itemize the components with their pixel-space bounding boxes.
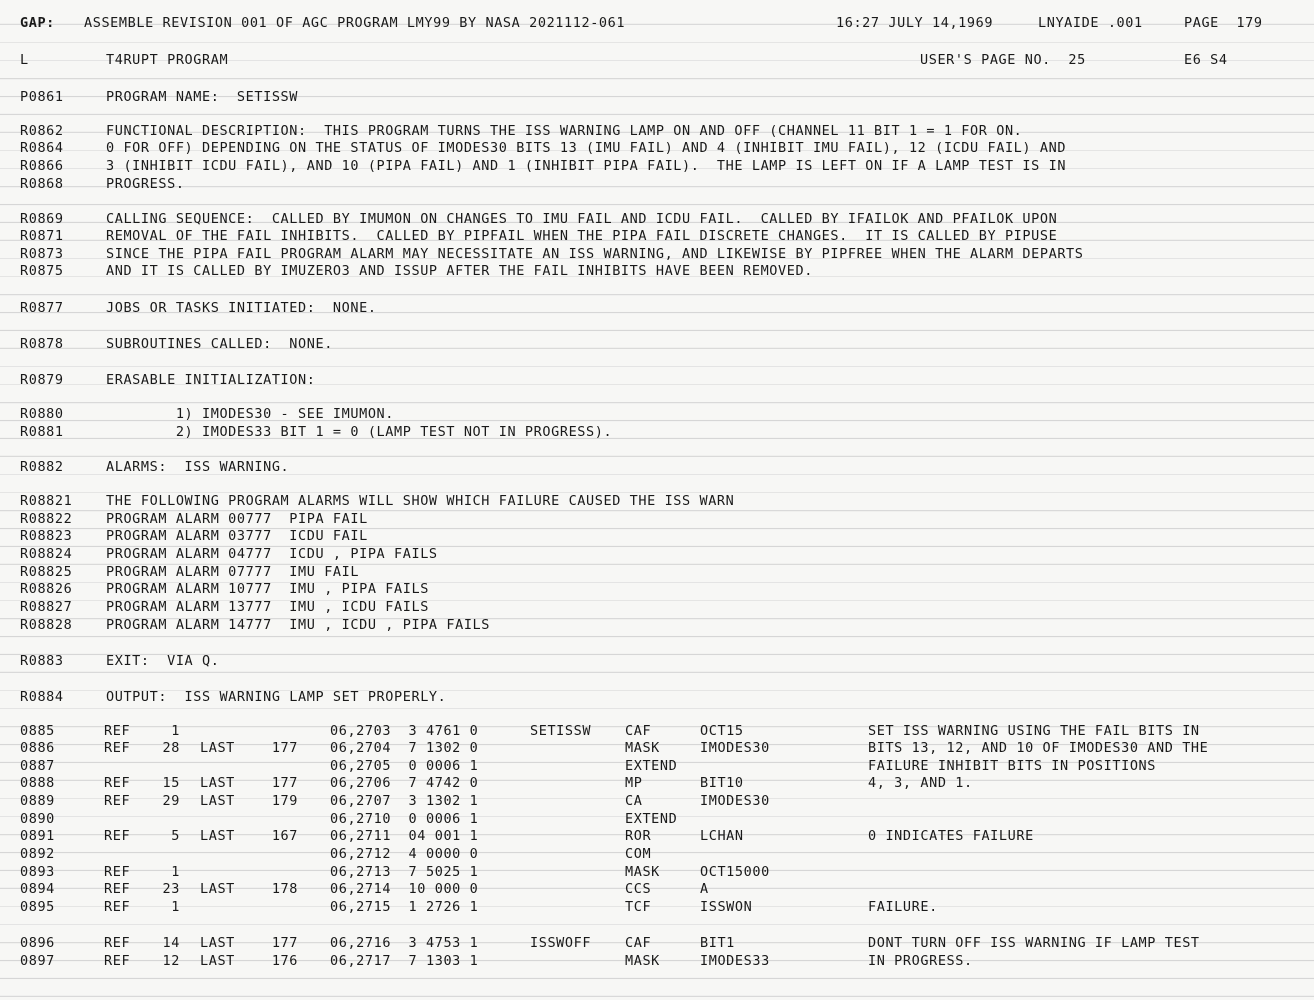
header-gap-label: GAP:	[20, 15, 55, 31]
opcode: CAF	[625, 935, 652, 951]
remark-text: CALLING SEQUENCE: CALLED BY IMUMON ON CHANGES TO IMU FAIL AND ICDU FAIL. CALLED BY IFAILOK AND PFAILOK UPON	[106, 211, 1058, 227]
remark-text: PROGRESS.	[106, 176, 185, 192]
line-number: R0884	[20, 689, 64, 705]
last-label: LAST	[200, 793, 235, 809]
remark-text: 0 FOR OFF) DEPENDING ON THE STATUS OF IMODES30 BITS 13 (IMU FAIL) AND 4 (INHIBIT IMU FAIL), 12 (ICDU FAIL) AND	[106, 140, 1067, 156]
address-code: 06,2710 0 0006 1	[330, 811, 479, 827]
operand: OCT15000	[700, 864, 770, 880]
line-number: R0882	[20, 459, 64, 475]
line-number: R08827	[20, 599, 73, 615]
line-number: R0873	[20, 246, 64, 262]
remark-text: 2) IMODES33 BIT 1 = 0 (LAMP TEST NOT IN PROGRESS).	[106, 424, 613, 440]
comment: SET ISS WARNING USING THE FAIL BITS IN	[868, 723, 1200, 739]
remark-text: ERASABLE INITIALIZATION:	[106, 372, 316, 388]
address-code: 06,2707 3 1302 1	[330, 793, 479, 809]
last-page: 177	[271, 740, 298, 756]
line-number: 0890	[20, 811, 55, 827]
line-number: 0889	[20, 793, 55, 809]
line-number: R0871	[20, 228, 64, 244]
operand: ISSWON	[700, 899, 753, 915]
remark-text: PROGRAM ALARM 00777 PIPA FAIL	[106, 511, 368, 527]
remark-text: JOBS OR TASKS INITIATED: NONE.	[106, 300, 377, 316]
address-code: 06,2705 0 0006 1	[330, 758, 479, 774]
last-page: 176	[271, 953, 298, 969]
ref-label: REF	[104, 723, 131, 739]
ref-label: REF	[104, 899, 131, 915]
header-users-page: USER'S PAGE NO. 25	[920, 52, 1086, 68]
line-number: R0866	[20, 158, 64, 174]
line-number: R0877	[20, 300, 64, 316]
ref-label: REF	[104, 828, 131, 844]
comment: BITS 13, 12, AND 10 OF IMODES30 AND THE	[868, 740, 1209, 756]
ref-count: 23	[162, 881, 180, 897]
opcode: CA	[625, 793, 643, 809]
operand: BIT1	[700, 935, 735, 951]
opcode: TCF	[625, 899, 652, 915]
line-number: 0893	[20, 864, 55, 880]
line-number: R08823	[20, 528, 73, 544]
remark-text: 3 (INHIBIT ICDU FAIL), AND 10 (PIPA FAIL) AND 1 (INHIBIT PIPA FAIL). THE LAMP IS LEFT ON IF A LAMP TEST IS IN	[106, 158, 1067, 174]
opcode: MASK	[625, 740, 660, 756]
line-number: 0887	[20, 758, 55, 774]
opcode: MP	[625, 775, 643, 791]
symbol-label: SETISSW	[530, 723, 592, 739]
header-timestamp: 16:27 JULY 14,1969	[836, 15, 994, 31]
remark-text: PROGRAM ALARM 04777 ICDU , PIPA FAILS	[106, 546, 438, 562]
comment: 4, 3, AND 1.	[868, 775, 973, 791]
line-number: R08821	[20, 493, 73, 509]
last-label: LAST	[200, 881, 235, 897]
ref-count: 29	[162, 793, 180, 809]
remark-text: PROGRAM ALARM 14777 IMU , ICDU , PIPA FAILS	[106, 617, 491, 633]
opcode: EXTEND	[625, 811, 678, 827]
remark-text: FUNCTIONAL DESCRIPTION: THIS PROGRAM TURNS THE ISS WARNING LAMP ON AND OFF (CHANNEL 11 BIT 1 = 1 FOR ON.	[106, 123, 1023, 139]
line-number: P0861	[20, 89, 64, 105]
line-number: 0888	[20, 775, 55, 791]
line-number: R08824	[20, 546, 73, 562]
address-code: 06,2716 3 4753 1	[330, 935, 479, 951]
ref-count: 1	[171, 864, 180, 880]
opcode: CAF	[625, 723, 652, 739]
opcode: CCS	[625, 881, 652, 897]
operand: A	[700, 881, 709, 897]
ref-count: 5	[171, 828, 180, 844]
address-code: 06,2717 7 1303 1	[330, 953, 479, 969]
comment: FAILURE.	[868, 899, 938, 915]
comment: IN PROGRESS.	[868, 953, 973, 969]
last-page: 179	[271, 793, 298, 809]
opcode: ROR	[625, 828, 652, 844]
opcode: COM	[625, 846, 652, 862]
line-number: R08828	[20, 617, 73, 633]
remark-text: 1) IMODES30 - SEE IMUMON.	[106, 406, 395, 422]
comment: FAILURE INHIBIT BITS IN POSITIONS	[868, 758, 1157, 774]
ref-count: 12	[162, 953, 180, 969]
remark-text: EXIT: VIA Q.	[106, 653, 220, 669]
remark-text: PROGRAM ALARM 13777 IMU , ICDU FAILS	[106, 599, 429, 615]
ref-label: REF	[104, 740, 131, 756]
last-page: 178	[271, 881, 298, 897]
remark-text: SUBROUTINES CALLED: NONE.	[106, 336, 333, 352]
line-number: R0868	[20, 176, 64, 192]
last-label: LAST	[200, 740, 235, 756]
remark-text: SINCE THE PIPA FAIL PROGRAM ALARM MAY NECESSITATE AN ISS WARNING, AND LIKEWISE BY PIPFREE WHEN THE ALARM DEPARTS	[106, 246, 1084, 262]
ref-label: REF	[104, 775, 131, 791]
ref-count: 1	[171, 723, 180, 739]
last-page: 177	[271, 935, 298, 951]
header-page-number: PAGE 179	[1184, 15, 1263, 31]
comment: DONT TURN OFF ISS WARNING IF LAMP TEST	[868, 935, 1200, 951]
line-number: R08825	[20, 564, 73, 580]
remark-text: PROGRAM ALARM 07777 IMU FAIL	[106, 564, 360, 580]
opcode: MASK	[625, 864, 660, 880]
line-number: R0862	[20, 123, 64, 139]
address-code: 06,2706 7 4742 0	[330, 775, 479, 791]
opcode: EXTEND	[625, 758, 678, 774]
operand: BIT10	[700, 775, 744, 791]
last-label: LAST	[200, 775, 235, 791]
last-label: LAST	[200, 953, 235, 969]
line-number: R08822	[20, 511, 73, 527]
address-code: 06,2703 3 4761 0	[330, 723, 479, 739]
operand: IMODES30	[700, 793, 770, 809]
ref-count: 14	[162, 935, 180, 951]
comment: 0 INDICATES FAILURE	[868, 828, 1034, 844]
operand: OCT15	[700, 723, 744, 739]
address-code: 06,2715 1 2726 1	[330, 899, 479, 915]
remark-text: AND IT IS CALLED BY IMUZERO3 AND ISSUP AFTER THE FAIL INHIBITS HAVE BEEN REMOVED.	[106, 263, 813, 279]
ref-count: 1	[171, 899, 180, 915]
remark-text: REMOVAL OF THE FAIL INHIBITS. CALLED BY PIPFAIL WHEN THE PIPA FAIL DISCRETE CHANGES. IT IS CALLED BY PIPUSE	[106, 228, 1058, 244]
header-assembly-title: ASSEMBLE REVISION 001 OF AGC PROGRAM LMY99 BY NASA 2021112-061	[84, 15, 626, 31]
remark-text: OUTPUT: ISS WARNING LAMP SET PROPERLY.	[106, 689, 447, 705]
address-code: 06,2714 10 000 0	[330, 881, 479, 897]
ref-label: REF	[104, 953, 131, 969]
operand: IMODES30	[700, 740, 770, 756]
line-number: 0897	[20, 953, 55, 969]
line-number: 0896	[20, 935, 55, 951]
line-number: R0875	[20, 263, 64, 279]
remark-text: PROGRAM ALARM 10777 IMU , PIPA FAILS	[106, 581, 429, 597]
opcode: MASK	[625, 953, 660, 969]
line-number: R0864	[20, 140, 64, 156]
line-number: 0894	[20, 881, 55, 897]
ref-label: REF	[104, 881, 131, 897]
ref-count: 15	[162, 775, 180, 791]
last-label: LAST	[200, 828, 235, 844]
ref-label: REF	[104, 935, 131, 951]
header-user: LNYAIDE .001	[1038, 15, 1143, 31]
address-code: 06,2712 4 0000 0	[330, 846, 479, 862]
line-number: R0881	[20, 424, 64, 440]
line-number: 0891	[20, 828, 55, 844]
header-program-title: T4RUPT PROGRAM	[106, 52, 229, 68]
line-number: R0869	[20, 211, 64, 227]
ref-label: REF	[104, 864, 131, 880]
line-number: R0880	[20, 406, 64, 422]
header-code: E6 S4	[1184, 52, 1228, 68]
remark-text: ALARMS: ISS WARNING.	[106, 459, 290, 475]
address-code: 06,2713 7 5025 1	[330, 864, 479, 880]
remark-text: THE FOLLOWING PROGRAM ALARMS WILL SHOW WHICH FAILURE CAUSED THE ISS WARN	[106, 493, 735, 509]
line-number: R0883	[20, 653, 64, 669]
last-label: LAST	[200, 935, 235, 951]
line-number: R0879	[20, 372, 64, 388]
remark-text: PROGRAM ALARM 03777 ICDU FAIL	[106, 528, 368, 544]
last-page: 167	[271, 828, 298, 844]
remark-text: PROGRAM NAME: SETISSW	[106, 89, 299, 105]
address-code: 06,2704 7 1302 0	[330, 740, 479, 756]
last-page: 177	[271, 775, 298, 791]
symbol-label: ISSWOFF	[530, 935, 592, 951]
line-number: 0885	[20, 723, 55, 739]
line-number: R08826	[20, 581, 73, 597]
operand: IMODES33	[700, 953, 770, 969]
operand: LCHAN	[700, 828, 744, 844]
ref-label: REF	[104, 793, 131, 809]
address-code: 06,2711 04 001 1	[330, 828, 479, 844]
line-number: 0892	[20, 846, 55, 862]
line-number: 0886	[20, 740, 55, 756]
ref-count: 28	[162, 740, 180, 756]
header-l-marker: L	[20, 52, 29, 68]
line-number: R0878	[20, 336, 64, 352]
line-number: 0895	[20, 899, 55, 915]
